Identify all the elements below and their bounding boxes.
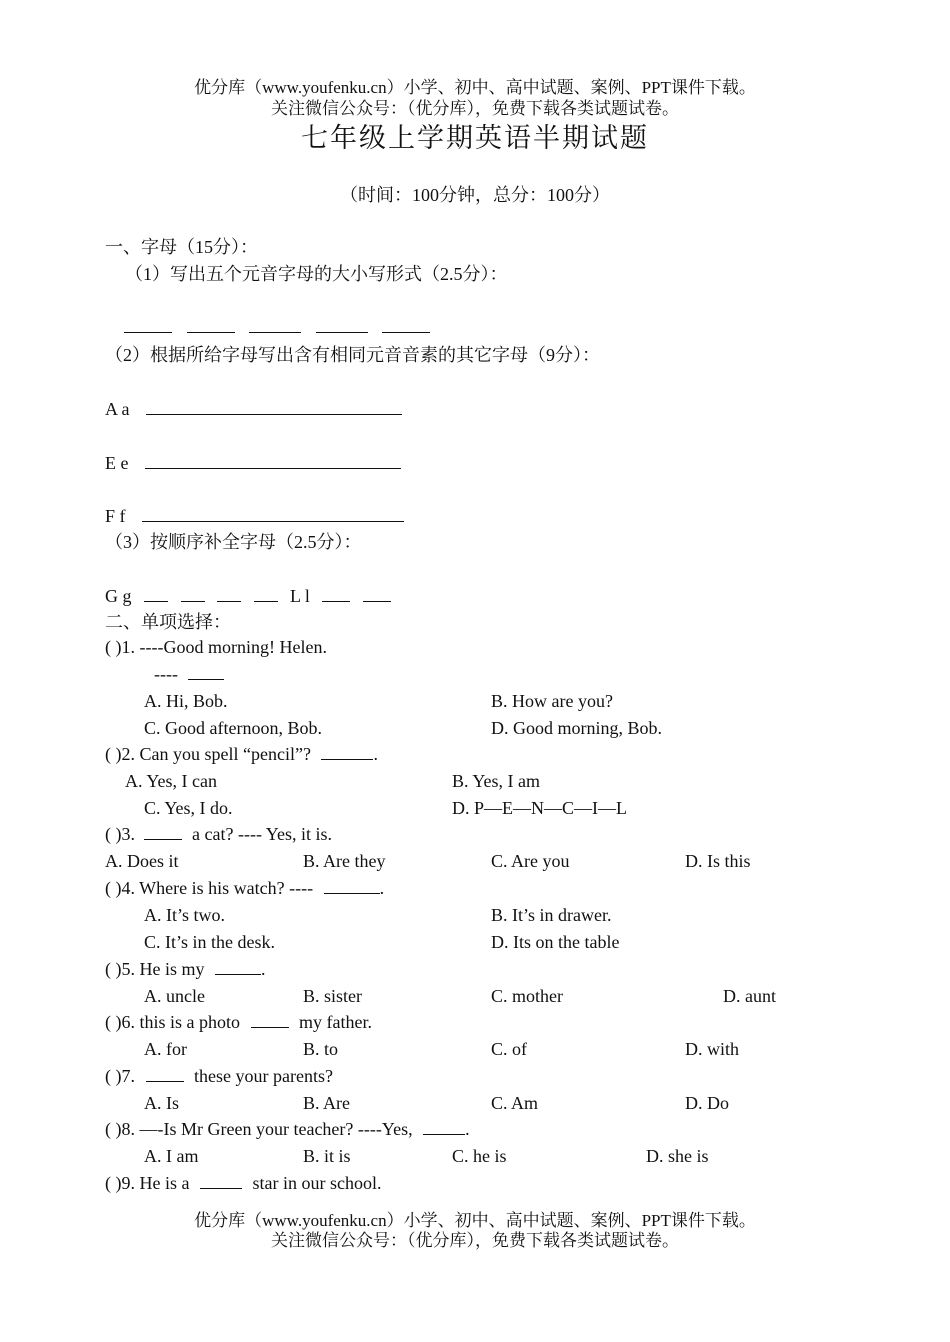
answer-blank[interactable] [217, 601, 241, 602]
question-stem: 7. [121, 1066, 135, 1086]
header-line-1: 优分库（www.youfenku.cn）小学、初中、高中试题、案例、PPT课件下载。 [194, 78, 756, 97]
question-stem: 2. Can you spell “pencil”? [121, 744, 311, 764]
answer-blank[interactable] [142, 521, 404, 522]
option-a[interactable]: A. uncle [144, 986, 205, 1006]
answer-bracket[interactable]: ( ) [105, 1173, 122, 1193]
answer-blank[interactable] [144, 839, 182, 840]
option-b[interactable]: B. to [303, 1039, 339, 1059]
question-stem: 4. Where is his watch? ---- [121, 878, 314, 898]
letter-row [105, 505, 404, 527]
option-a[interactable]: A. Does it [105, 851, 179, 871]
answer-blank[interactable] [200, 1188, 242, 1189]
answer-bracket[interactable]: ( ) [105, 959, 122, 979]
letter-label: E e [105, 453, 129, 473]
option-d[interactable]: D. she is [646, 1146, 709, 1166]
option-b[interactable]: B. sister [303, 986, 363, 1006]
option-a[interactable]: A. It’s two. [144, 905, 225, 925]
option-c[interactable]: C. Good afternoon, Bob. [144, 718, 322, 738]
answer-blank[interactable] [251, 1027, 289, 1028]
letter-row [105, 398, 402, 420]
option-d[interactable]: D. Is this [685, 851, 751, 871]
section1-heading: 一、字母（15分）： [105, 237, 258, 257]
answer-bracket[interactable]: ( ) [105, 637, 122, 657]
page-title: 七年级上学期英语半期试题 [301, 123, 649, 153]
letter-row [105, 452, 401, 474]
answer-blank[interactable] [423, 1134, 465, 1135]
answer-bracket[interactable]: ( ) [105, 878, 122, 898]
option-c[interactable]: C. of [491, 1039, 527, 1059]
option-d[interactable]: D. P—E—N—C—I—L [452, 798, 627, 818]
letter-sequence [105, 585, 391, 607]
option-c[interactable]: C. It’s in the desk. [144, 932, 275, 952]
option-a[interactable]: A. for [144, 1039, 187, 1059]
question-stem: 9. He is a [121, 1173, 190, 1193]
question-2: ( )2. Can you spell “pencil”? . [105, 744, 378, 764]
letter-label: F f [105, 506, 126, 526]
option-b[interactable]: B. It’s in drawer. [491, 905, 612, 925]
header-line-2: 关注微信公众号：（优分库），免费下载各类试题试卷。 [271, 99, 679, 118]
sequence-mid: L l [290, 586, 310, 606]
question-9: ( )9. He is a star in our school. [105, 1173, 382, 1193]
question-4: ( )4. Where is his watch? ---- . [105, 878, 385, 898]
answer-bracket[interactable]: ( ) [105, 1066, 122, 1086]
answer-blank[interactable] [324, 893, 380, 894]
option-d[interactable]: D. Its on the table [491, 932, 620, 952]
answer-blank[interactable] [181, 601, 205, 602]
answer-blank[interactable] [146, 1081, 184, 1082]
option-b[interactable]: B. How are you? [491, 691, 613, 711]
answer-bracket[interactable]: ( ) [105, 744, 122, 764]
option-d[interactable]: D. Good morning, Bob. [491, 718, 662, 738]
question-8: ( )8. —-Is Mr Green your teacher? ----Yes, . [105, 1119, 470, 1139]
question-stem: 1. ----Good morning! Helen. [121, 637, 327, 657]
question-1 [105, 636, 327, 658]
footer-line-1: 优分库（www.youfenku.cn）小学、初中、高中试题、案例、PPT课件下载。 [194, 1211, 756, 1230]
footer-line-2: 关注微信公众号：（优分库），免费下载各类试题试卷。 [271, 1231, 679, 1250]
question-6: ( )6. this is a photo my father. [105, 1012, 372, 1032]
option-a[interactable]: A. I am [144, 1146, 199, 1166]
option-d[interactable]: D. Do [685, 1093, 729, 1113]
subtitle: （时间：100分钟，总分：100分） [340, 185, 610, 205]
option-b[interactable]: B. Yes, I am [452, 771, 541, 791]
option-a[interactable]: A. Hi, Bob. [144, 691, 228, 711]
answer-blank[interactable] [146, 414, 402, 415]
vowel-blanks [124, 316, 430, 338]
option-d[interactable]: D. with [685, 1039, 739, 1059]
answer-blank[interactable] [187, 332, 235, 333]
answer-blank[interactable] [254, 601, 278, 602]
question-3: ( )3. a cat? ---- Yes, it is. [105, 824, 332, 844]
answer-blank[interactable] [215, 974, 261, 975]
answer-blank[interactable] [249, 332, 301, 333]
answer-bracket[interactable]: ( ) [105, 1119, 122, 1139]
section1-part1: （1）写出五个元音字母的大小写形式（2.5分）： [125, 264, 508, 284]
option-a[interactable]: A. Is [144, 1093, 179, 1113]
option-c[interactable]: C. Am [491, 1093, 539, 1113]
answer-blank[interactable] [145, 468, 401, 469]
question-stem: 6. this is a photo [121, 1012, 241, 1032]
section2-heading: 二、单项选择： [105, 612, 231, 632]
letter-label: A a [105, 399, 130, 419]
answer-blank[interactable] [322, 601, 350, 602]
option-c[interactable]: C. he is [452, 1146, 507, 1166]
question-5: ( )5. He is my . [105, 959, 266, 979]
answer-blank[interactable] [316, 332, 368, 333]
option-c[interactable]: C. Yes, I do. [144, 798, 233, 818]
question-stem: 3. [121, 824, 135, 844]
option-b[interactable]: B. Are they [303, 851, 386, 871]
sequence-start: G g [105, 586, 132, 606]
answer-bracket[interactable]: ( ) [105, 1012, 122, 1032]
option-b[interactable]: B. Are [303, 1093, 350, 1113]
answer-blank[interactable] [124, 332, 172, 333]
answer-blank[interactable] [144, 601, 168, 602]
answer-blank[interactable] [321, 759, 373, 760]
answer-blank[interactable] [188, 679, 224, 680]
question-1-reply: ---- [154, 663, 224, 685]
option-b[interactable]: B. it is [303, 1146, 351, 1166]
option-d[interactable]: D. aunt [723, 986, 776, 1006]
question-7: ( )7. these your parents? [105, 1066, 333, 1086]
answer-blank[interactable] [363, 601, 391, 602]
option-c[interactable]: C. Are you [491, 851, 570, 871]
answer-blank[interactable] [382, 332, 430, 333]
section1-part2: （2）根据所给字母写出含有相同元音音素的其它字母（9分）： [105, 345, 600, 365]
question-stem: 5. He is my [121, 959, 205, 979]
option-c[interactable]: C. mother [491, 986, 563, 1006]
answer-bracket[interactable]: ( ) [105, 824, 122, 844]
question-stem: 8. —-Is Mr Green your teacher? ----Yes, [121, 1119, 413, 1139]
section1-part3: （3）按顺序补全字母（2.5分）： [105, 532, 362, 552]
option-a[interactable]: A. Yes, I can [125, 771, 217, 791]
